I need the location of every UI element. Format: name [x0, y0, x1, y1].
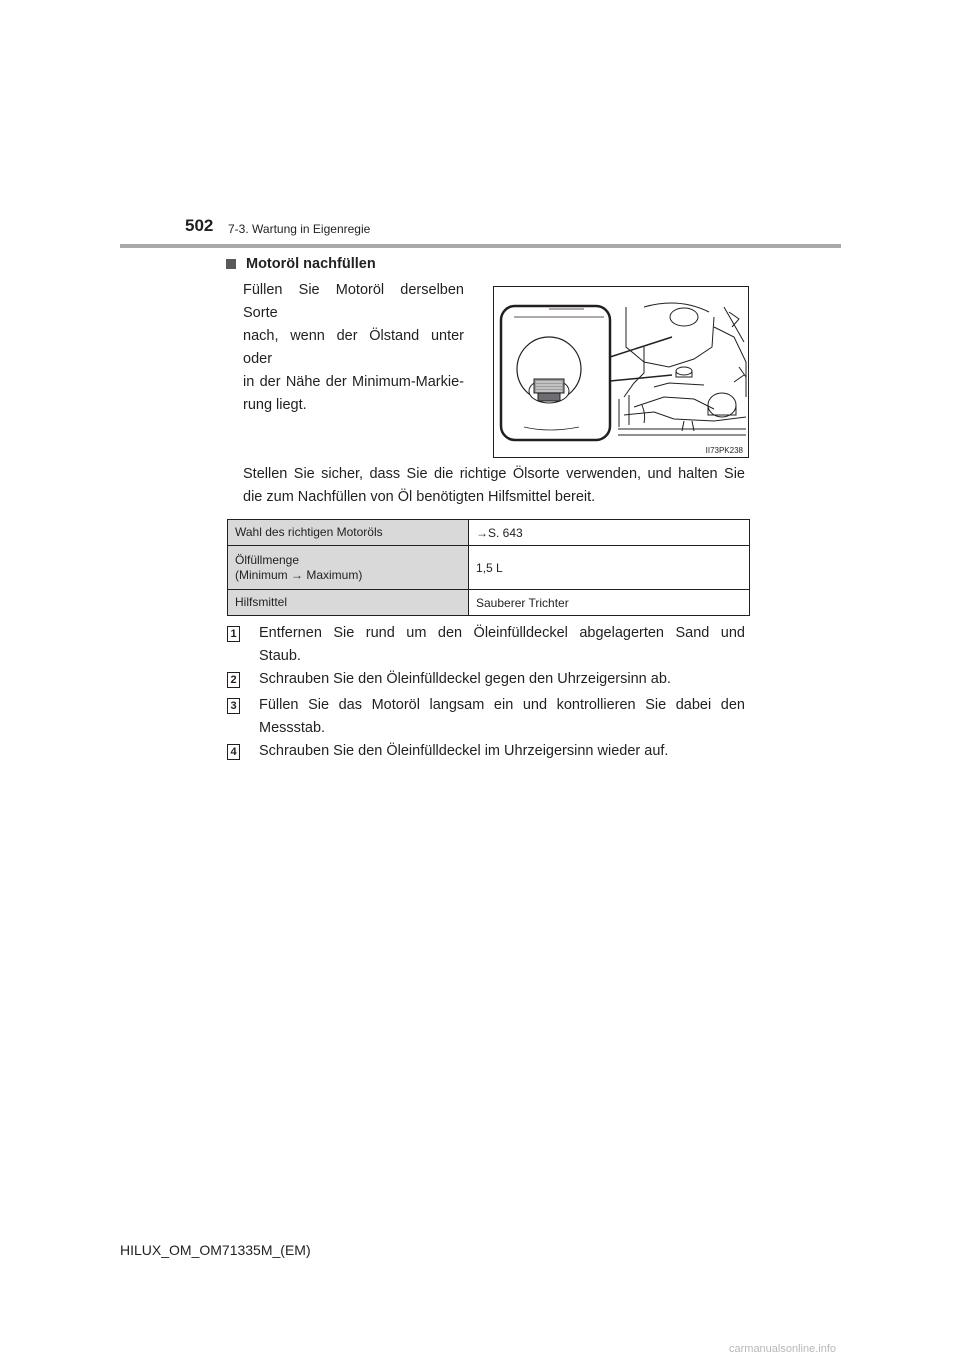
- step-line: Staub.: [259, 648, 301, 664]
- oil-info-table: [227, 519, 750, 616]
- step-line: Füllen Sie das Motoröl langsam ein und kontrollieren Sie dabei den: [259, 697, 745, 713]
- step-text: [259, 668, 745, 691]
- intro-line: nach, wenn der Ölstand unter oder: [243, 328, 464, 367]
- table-label: Hilfsmittel: [235, 595, 288, 609]
- intro-text: [243, 279, 464, 417]
- table-row: [228, 546, 750, 590]
- table-label-cell: [228, 546, 469, 590]
- step-4: [227, 740, 669, 760]
- table-row: [228, 590, 750, 616]
- footer-doc-code: HILUX_OM_OM71335M_(EM): [120, 1242, 311, 1258]
- table-value-cell: Sauberer Trichter: [469, 590, 750, 616]
- step-2: [227, 668, 671, 688]
- step-number-badge: 1: [227, 626, 240, 642]
- table-label: Ölfüllmenge: [235, 552, 300, 567]
- table-value-cell: →S. 643: [469, 520, 750, 546]
- intro-line: rung liegt.: [243, 397, 307, 413]
- table-label: (Minimum → Maximum): [235, 567, 363, 582]
- table-value-cell: 1,5 L: [469, 546, 750, 590]
- square-bullet-icon: [226, 259, 236, 269]
- table-row: [228, 520, 750, 546]
- step-number-badge: 4: [227, 744, 240, 760]
- step-number-badge: 3: [227, 698, 240, 714]
- step-3: [227, 694, 745, 736]
- page-number: 502: [185, 216, 214, 235]
- paragraph-line: die zum Nachfüllen von Öl benötigten Hilfsmittel bereit.: [243, 489, 596, 505]
- instruction-paragraph: [243, 463, 745, 509]
- step-text: [259, 622, 745, 668]
- intro-line: in der Nähe der Minimum-Markie-: [243, 374, 464, 390]
- engine-oil-filler-cap-illustration: [494, 287, 749, 458]
- header-rule: [120, 244, 841, 248]
- step-text: [259, 694, 745, 740]
- step-1: [227, 622, 745, 664]
- step-text: [259, 740, 745, 763]
- intro-line: Füllen Sie Motoröl derselben Sorte: [243, 282, 464, 321]
- section-title: 7-3. Wartung in Eigenregie: [228, 222, 371, 236]
- table-label-cell: [228, 520, 469, 546]
- watermark: carmanualsonline.info: [729, 1343, 837, 1355]
- step-line: Messstab.: [259, 720, 326, 736]
- section-heading: [226, 256, 376, 272]
- step-number-badge: 2: [227, 672, 240, 688]
- heading-text: Motoröl nachfüllen: [246, 256, 376, 272]
- figure-code: II73PK238: [705, 446, 743, 455]
- engine-figure: [493, 286, 749, 458]
- paragraph-line: Stellen Sie sicher, dass Sie die richtige Ölsorte verwenden, und halten Sie: [243, 466, 745, 482]
- step-line: Schrauben Sie den Öleinfülldeckel im Uhrzeigersinn wieder auf.: [259, 743, 669, 759]
- table-label-cell: [228, 590, 469, 616]
- step-line: Schrauben Sie den Öleinfülldeckel gegen den Uhrzeigersinn ab.: [259, 671, 671, 687]
- step-line: Entfernen Sie rund um den Öleinfülldeckel abgelagerten Sand und: [259, 625, 745, 641]
- table-label: Wahl des richtigen Motoröls: [235, 525, 383, 539]
